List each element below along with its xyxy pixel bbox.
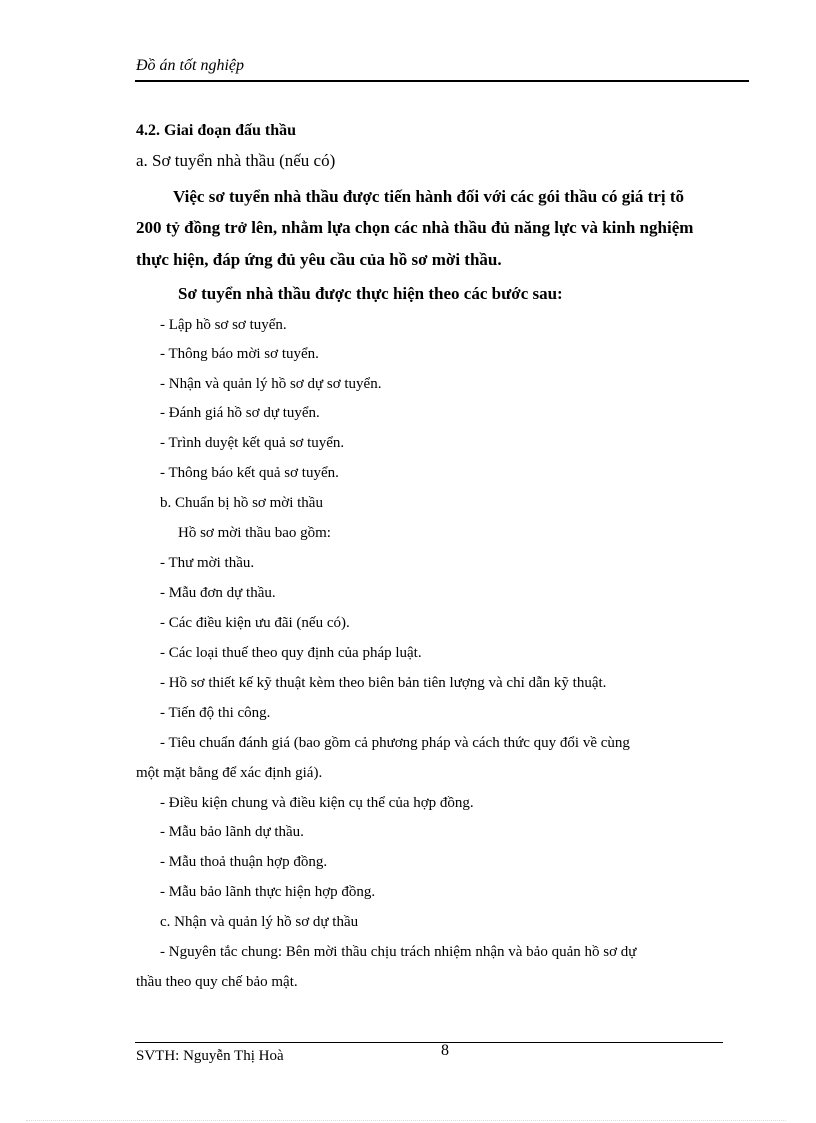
- subsection-a-heading: a. Sơ tuyển nhà thầu (nếu có): [136, 151, 336, 170]
- header-divider: [135, 80, 749, 82]
- list-item: - Thông báo kết quả sơ tuyển.: [160, 465, 339, 481]
- list-item: - Điều kiện chung và điều kiện cụ thể của hợp đồng.: [160, 795, 474, 811]
- list-item: - Tiêu chuẩn đánh giá (bao gồm cả phương pháp và cách thức quy đổi về cùng: [160, 735, 630, 751]
- list-item: - Đánh giá hồ sơ dự tuyển.: [160, 405, 320, 421]
- document-title: Đồ án tốt nghiệp: [136, 57, 244, 74]
- paragraph-line: - Nguyên tắc chung: Bên mời thầu chịu trách nhiệm nhận và bảo quản hồ sơ dự: [160, 944, 637, 960]
- list-item: - Thư mời thầu.: [160, 555, 255, 571]
- list-item: - Nhận và quản lý hồ sơ dự sơ tuyển.: [160, 376, 382, 392]
- list-item: - Mẫu thoả thuận hợp đồng.: [160, 854, 328, 870]
- list-item: - Hồ sơ thiết kế kỹ thuật kèm theo biên bản tiên lượng và chỉ dẫn kỹ thuật.: [160, 675, 607, 691]
- list-item-continuation: một mặt bằng để xác định giá).: [136, 765, 323, 781]
- paragraph-line: 200 tỷ đồng trở lên, nhằm lựa chọn các nhà thầu đủ năng lực và kinh nghiệm: [136, 218, 694, 237]
- list-item: - Thông báo mời sơ tuyển.: [160, 346, 319, 362]
- paragraph-line: Việc sơ tuyển nhà thầu được tiến hành đối với các gói thầu có giá trị tõ: [173, 187, 685, 206]
- footer-author: SVTH: Nguyễn Thị Hoà: [136, 1048, 284, 1064]
- subsection-b-heading: b. Chuẩn bị hồ sơ mời thầu: [160, 495, 323, 511]
- list-item: - Tiến độ thi công.: [160, 705, 271, 721]
- list-item: - Mẫu bảo lãnh dự thầu.: [160, 824, 304, 840]
- section-heading: 4.2. Giai đoạn đấu thầu: [136, 122, 297, 139]
- page-number: 8: [441, 1042, 449, 1059]
- paragraph-line: thực hiện, đáp ứng đủ yêu cầu của hồ sơ mời thầu.: [136, 250, 502, 269]
- list-item: - Các điều kiện ưu đãi (nếu có).: [160, 615, 350, 631]
- page-edge: [26, 1120, 786, 1121]
- list-item: - Lập hồ sơ sơ tuyển.: [160, 317, 287, 333]
- list-item: - Các loại thuế theo quy định của pháp luật.: [160, 645, 422, 661]
- list-item: - Mẫu đơn dự thầu.: [160, 585, 276, 601]
- paragraph-line: thầu theo quy chế bảo mật.: [136, 974, 298, 990]
- list-item: - Trình duyệt kết quả sơ tuyển.: [160, 435, 345, 451]
- steps-intro: Sơ tuyển nhà thầu được thực hiện theo các bước sau:: [178, 284, 563, 303]
- footer-divider: [135, 1042, 723, 1043]
- list-item: - Mẫu bảo lãnh thực hiện hợp đồng.: [160, 884, 376, 900]
- docs-intro: Hồ sơ mời thầu bao gồm:: [178, 525, 331, 541]
- subsection-c-heading: c. Nhận và quản lý hồ sơ dự thầu: [160, 914, 359, 930]
